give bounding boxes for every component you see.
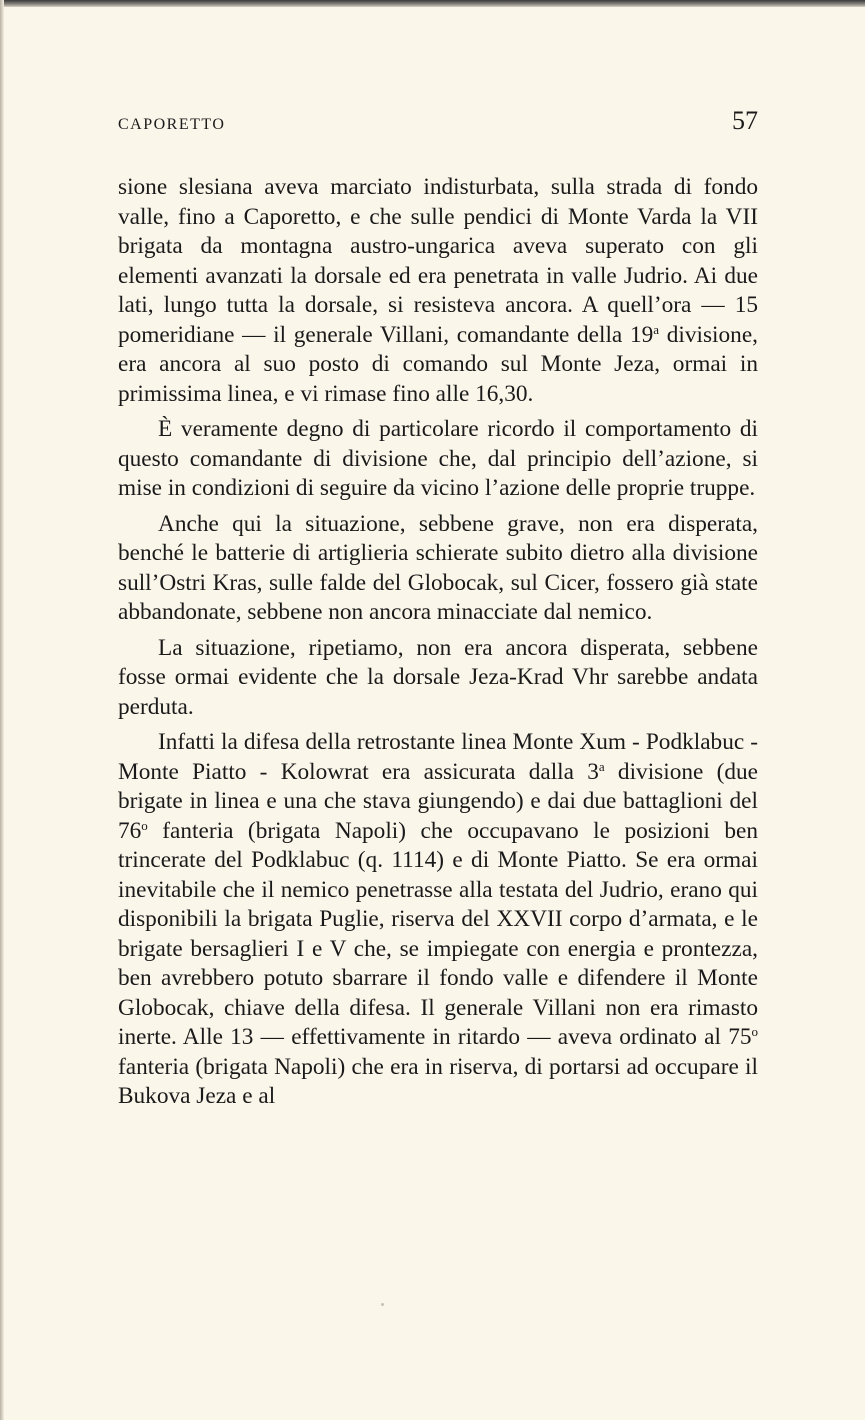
page-top-edge [0, 0, 865, 7]
running-header [118, 106, 758, 142]
paragraph-5: Infatti la difesa della retrostante linea Monte Xum - Podklabuc - Monte Piatto - Kolowrat era assicurata dalla 3$^a$ divisione (due brigate in linea e una che stava giungendo) e dai due battaglioni del 76$^o$ fanteria (brigata Napoli) che occupavano le posizioni ben trincerate del Podklabuc (q. 1114) e di Monte Piatto. Se era ormai inevitabile che il nemico penetrasse alla testata del Judrio, erano qui disponibili la brigata Puglie, riserva del XXVII corpo d’armata, e le brigate bersaglieri I e V che, se impiegate con energia e prontezza, ben avrebbero potuto sbarrare il fondo valle e difendere il Monte Globocak, chiave della difesa. Il generale Villani non era rimasto inerte. Alle 13 — effettivamente in ritardo — aveva ordinato al 75$^o$ fanteria (brigata Napoli) che era in riserva, di portarsi ad occupare il Bukova Jeza e al [118, 729, 758, 1109]
paragraph-1: sione slesiana aveva marciato indisturbata, sulla strada di fondo valle, fino a Caporetto, e che sulle pendici di Monte Varda la VII brigata da montagna austro-ungarica aveva superato con gli elementi avanzati la dorsale ed era penetrata in valle Judrio. Ai due lati, lungo tutta la dorsale, si resisteva ancora. A quell’ora — 15 pomeridiane — il generale Villani, comandante della 19$^a$ divisione, era ancora al suo posto di comando sul Monte Jeza, ormai in primissima linea, e vi rimase fino alle 16,30. [118, 174, 758, 407]
paragraph-2: È veramente degno di particolare ricordo il comportamento di questo comandante di divisione che, dal principio dell’azione, si mise in condizioni di seguire da vicino l’azione delle proprie truppe. [118, 416, 758, 501]
page-left-edge [0, 0, 4, 1420]
paragraph-4: La situazione, ripetiamo, non era ancora disperata, sebbene fosse ormai evidente che la dorsale Jeza-Krad Vhr sarebbe andata perduta. [118, 634, 758, 720]
paper-speck [381, 1303, 384, 1306]
page-number: 57 [732, 106, 758, 135]
running-title: CAPORETTO [118, 116, 226, 133]
paragraph-3: Anche qui la situazione, sebbene grave, non era disperata, benché le batterie di artiglieria schierate subito dietro alla divisione sull’Ostri Kras, sulle falde del Globocak, sul Cicer, fossero già state abbandonate, sebbene non ancora minacciate dal nemico. [118, 510, 758, 625]
body-text [118, 173, 758, 1112]
